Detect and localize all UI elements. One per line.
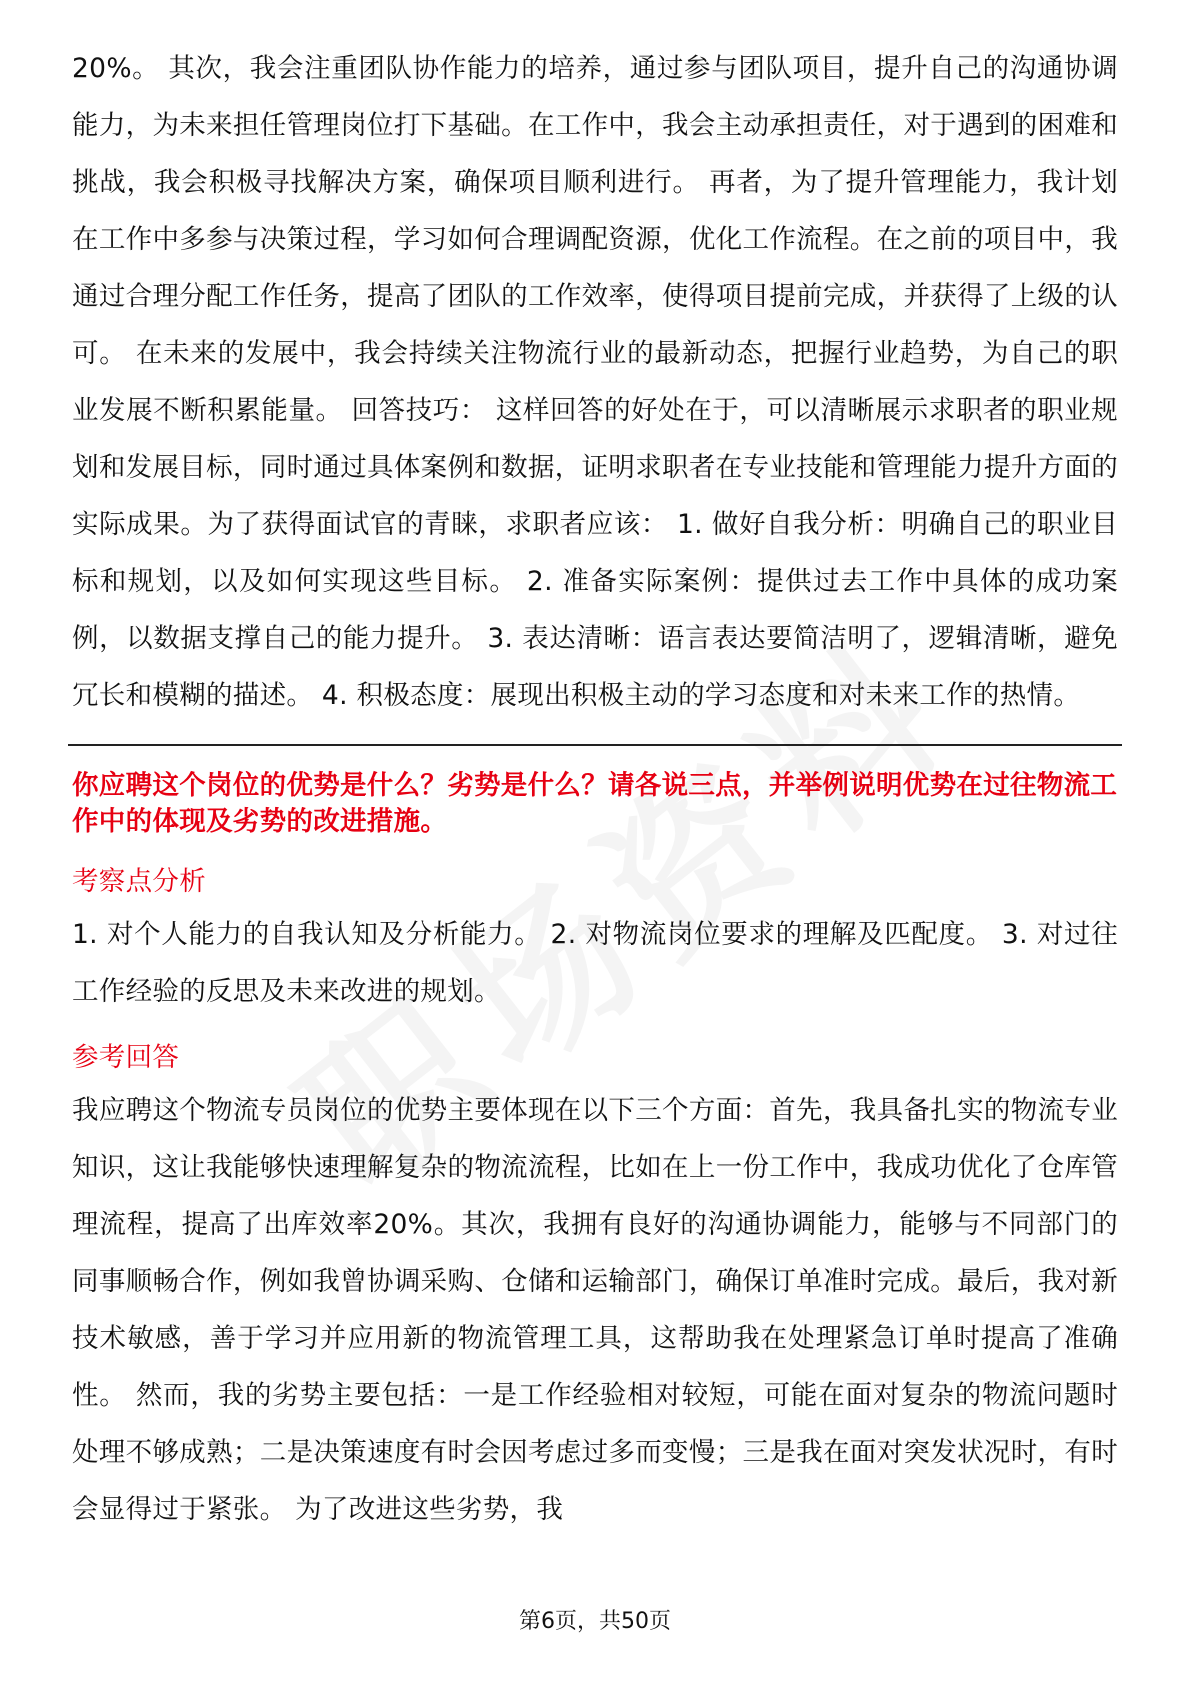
continuation-paragraph: 20%。 其次，我会注重团队协作能力的培养，通过参与团队项目，提升自己的沟通协调能力，为未来担任管理岗位打下基础。在工作中，我会主动承担责任，对于遇到的困难和挑战，我会积极寻找解决方案，确保项目顺利进行。 再者，为了提升管理能力，我计划在工作中多参与决策过程，学习如何合理调配资源，优化工作流程。在之前的项目中，我通过合理分配工作任务，提高了团队的工作效率，使得项目提前完成，并获得了上级的认可。 在未来的发展中，我会持续关注物流行业的最新动态，把握行业趋势，为自己的职业发展不断积累能量。 回答技巧： 这样回答的好处在于，可以清晰展示求职者的职业规划和发展目标，同时通过具体案例和数据，证明求职者在专业技能和管理能力提升方面的实际成果。为了获得面试官的青睐，求职者应该： 1. 做好自我分析：明确自己的职业目标和规划，以及如何实现这些目标。 2. 准备实际案例：提供过去工作中具体的成功案例，以数据支撑自己的能力提升。 3. 表达清晰：语言表达要简洁明了，逻辑清晰，避免冗长和模糊的描述。 4. 积极态度：展现出积极主动的学习态度和对未来工作的热情。	[72, 53, 1118, 711]
analysis-heading: 考察点分析	[72, 866, 206, 897]
section-divider	[68, 744, 1122, 746]
answer-paragraph: 我应聘这个物流专员岗位的优势主要体现在以下三个方面：首先，我具备扎实的物流专业知识，这让我能够快速理解复杂的物流流程，比如在上一份工作中，我成功优化了仓库管理流程，提高了出库效率20%。其次，我拥有良好的沟通协调能力，能够与不同部门的同事顺畅合作，例如我曾协调采购、仓储和运输部门，确保订单准时完成。最后，我对新技术敏感，善于学习并应用新的物流管理工具，这帮助我在处理紧急订单时提高了准确性。 然而，我的劣势主要包括：一是工作经验相对较短，可能在面对复杂的物流问题时处理不够成熟；二是决策速度有时会因考虑过多而变慢；三是我在面对突发状况时，有时会显得过于紧张。 为了改进这些劣势，我	[72, 1095, 1118, 1525]
page-content	[72, 40, 1118, 1538]
interview-question: 你应聘这个岗位的优势是什么？劣势是什么？请各说三点，并举例说明优势在过往物流工作中的体现及劣势的改进措施。	[72, 770, 1118, 837]
answer-heading: 参考回答	[72, 1042, 180, 1073]
page-number: 第6页，共50页	[519, 1609, 671, 1634]
analysis-paragraph: 1. 对个人能力的自我认知及分析能力。 2. 对物流岗位要求的理解及匹配度。 3. 对过往工作经验的反思及未来改进的规划。	[72, 919, 1118, 1007]
